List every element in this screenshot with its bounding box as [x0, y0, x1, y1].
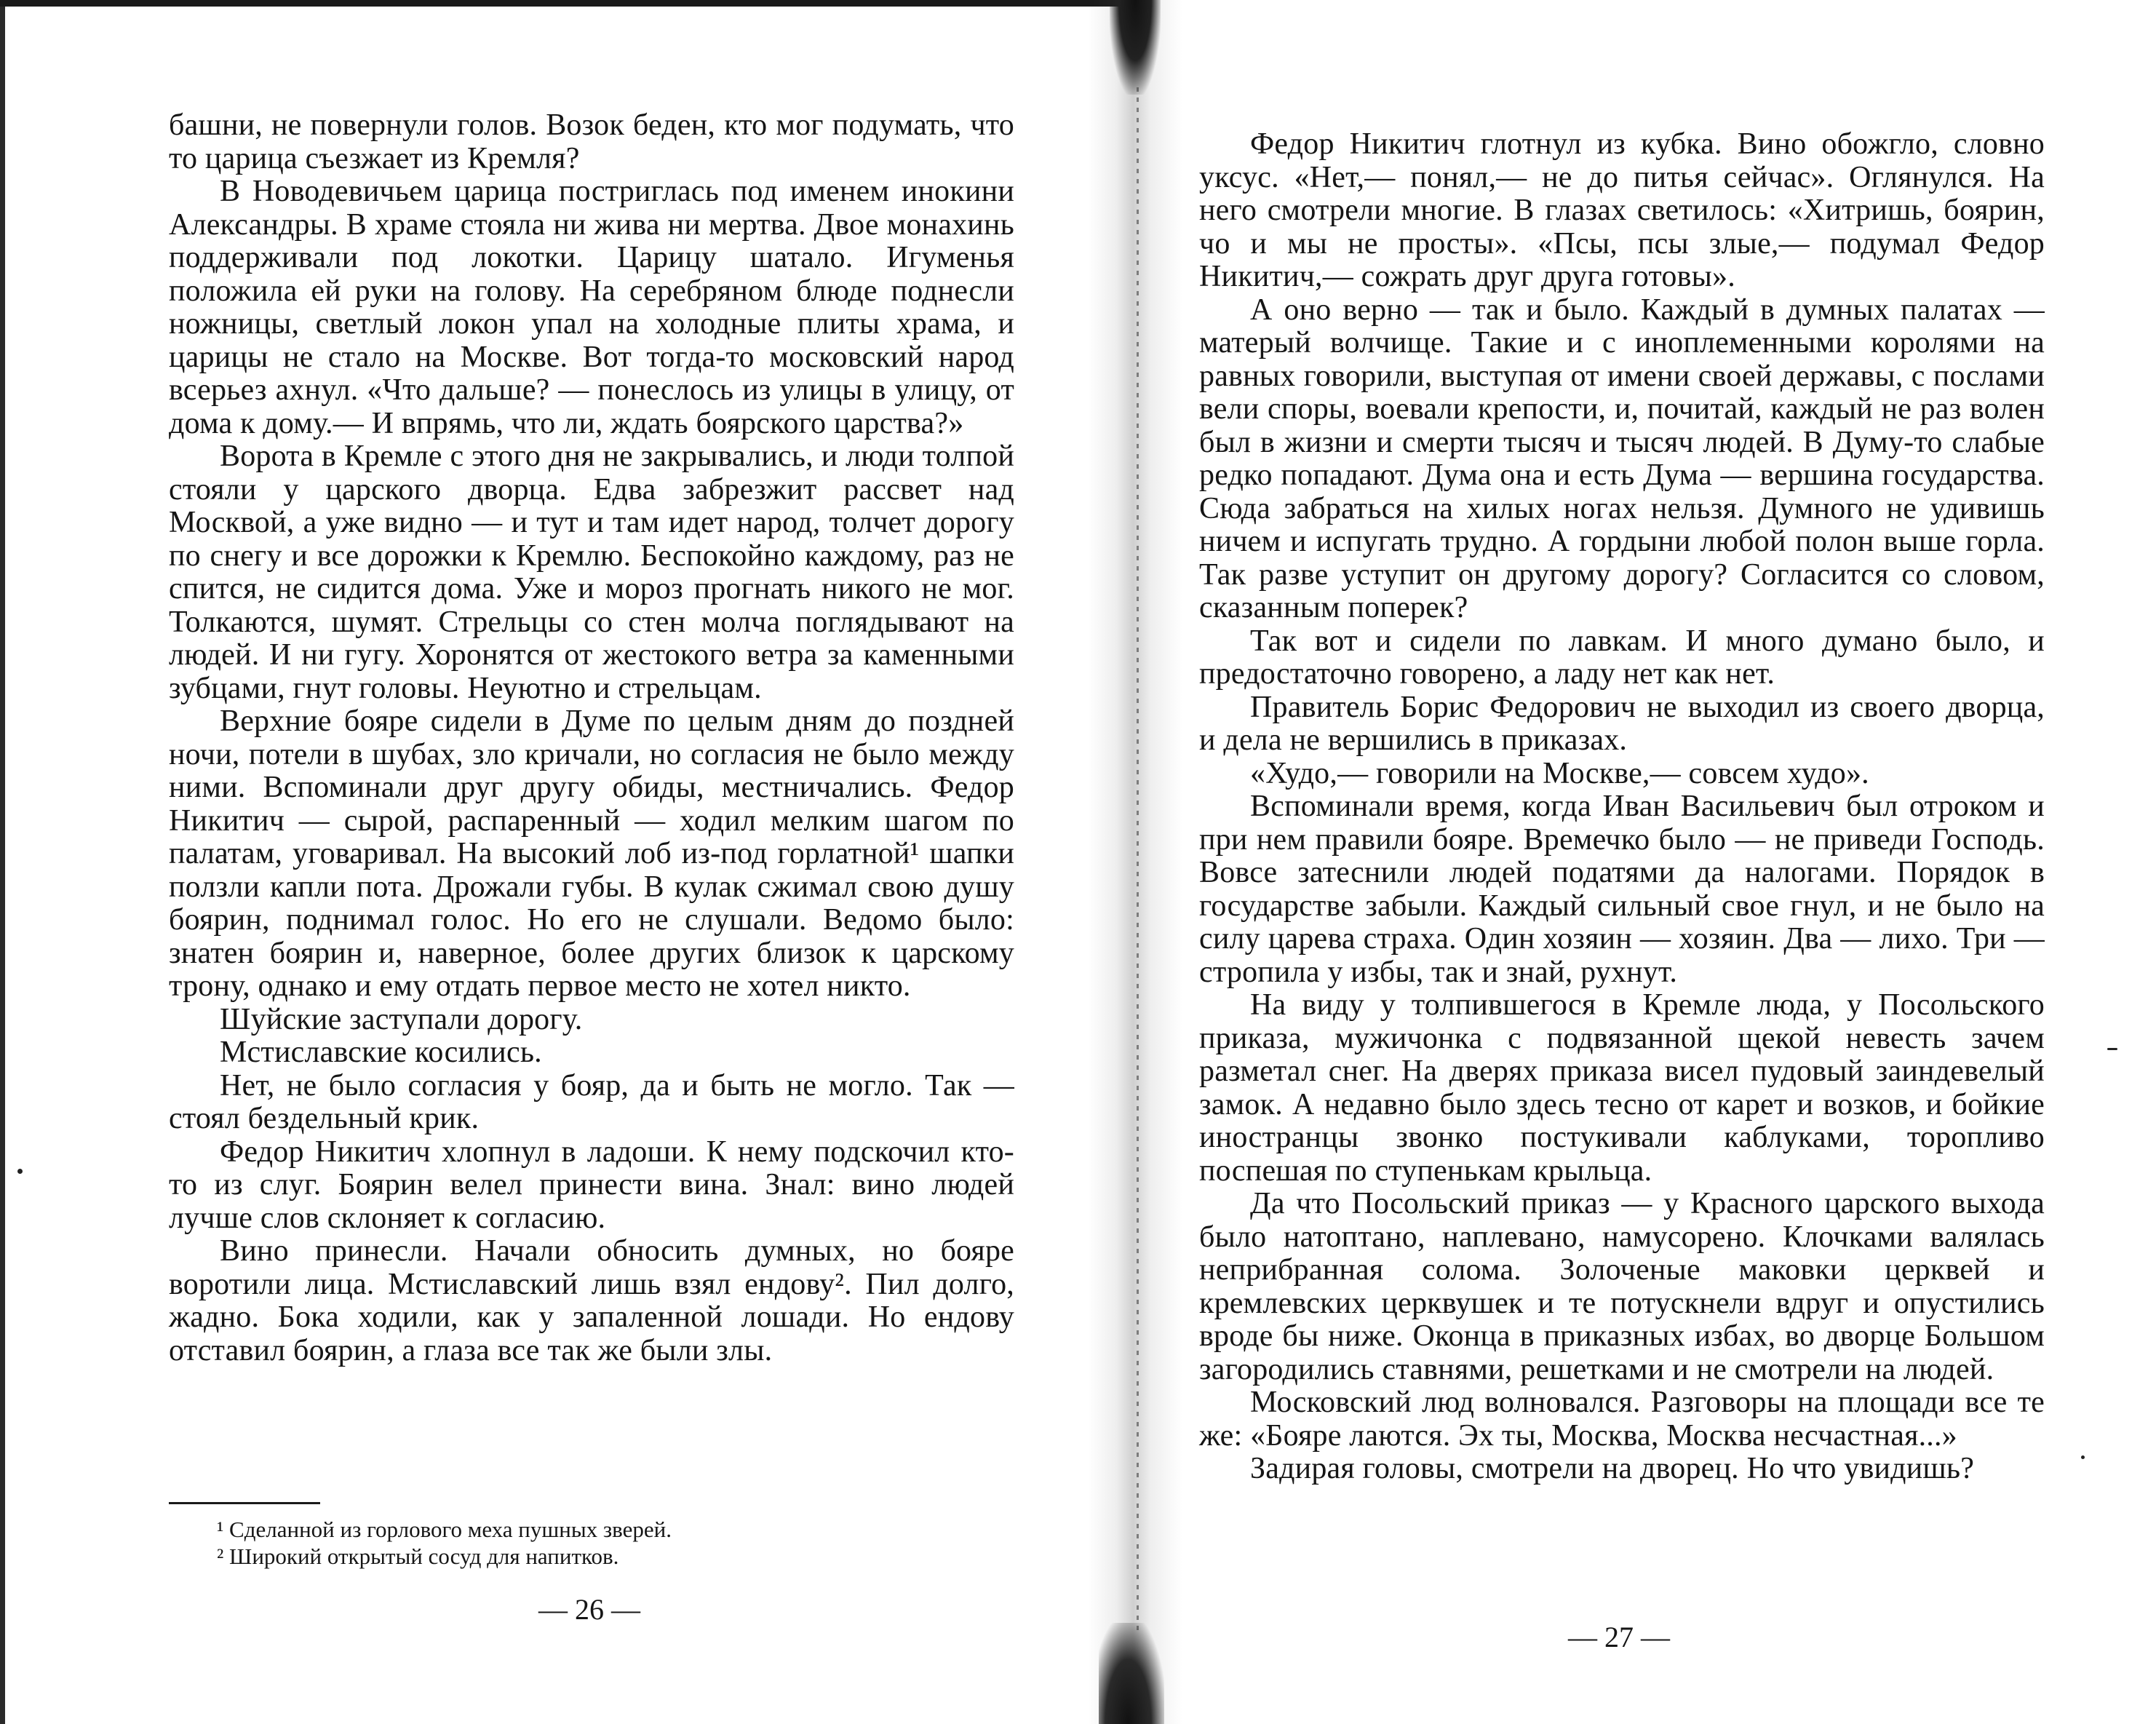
paragraph: На виду у толпившегося в Кремле люда, у Посольского приказа, мужичонка с подвязанной щекой невесть зачем разметал снег. На дверях приказа висел пудовый заиндевелый замок. А недавно было здесь тесно от карет и возков, и бойкие иностранцы звонко постукивали каблуками, торопливо поспешая по ступенькам крыльца.: [1199, 988, 2045, 1188]
paragraph: Федор Никитич глотнул из кубка. Вино обожгло, словно уксус. «Нет,— понял,— не до питья сейчас». Оглянулся. На него смотрели многие. В глазах светилось: «Хитришь, боярин, чо и мы не просты». «Псы, псы злые,— подумал Федор Никитич,— сожрать друг друга готовы».: [1199, 127, 2045, 293]
book-gutter-shadow: [1088, 0, 1182, 1724]
paragraph: Мстиславские косились.: [220, 1036, 542, 1069]
paragraph: Вспоминали время, когда Иван Васильевич был отроком и при нем правили бояре. Времечко было — не приведи Господь. Вовсе затеснили людей податями да налогами. Порядок в государстве забыли. Каждый сильный свое гнул, и не было на силу царева страха. Один хозяин — хозяин. Два — лихо. Три — стропила у избы, так и знай, рухнут.: [1199, 790, 2045, 989]
paragraph: Да что Посольский приказ — у Красного царского выхода было натоптано, наплевано, намусорено. Клочками валялась неприбранная солома. Золоченые маковки церквей и кремлевских церквушек и те потускнели вдруг и опустились вроде бы ниже. Оконца в приказных избах, во дворце Большом загородились ставнями, решетками и не смотрели на людей.: [1199, 1187, 2045, 1386]
spine-shadow-top: [1110, 0, 1161, 95]
paragraph: Так вот и сидели по лавкам. И много думано было, и предостаточно говорено, а ладу нет как нет.: [1199, 624, 2045, 691]
footnote: ¹ Сделанной из горлового меха пушных зверей.: [217, 1517, 672, 1542]
left-page-number: — 26 —: [538, 1593, 640, 1626]
paragraph: В Новодевичьем царица постриглась под именем инокини Александры. В храме стояла ни жива ни мертва. Двое монахинь поддерживали под локотки. Царицу шатало. Игуменья положила ей руки на голову. На серебряном блюде поднесли ножницы, светлый локон упал на холодные плиты храма, и царицы не стало на Москве. Вот тогда-то московский народ всерьез ахнул. «Что дальше? — понеслось из улицы в улицу, от дома к дому.— И впрямь, что ли, ждать боярского царства?»: [169, 175, 1014, 440]
paragraph: Федор Никитич хлопнул в ладоши. К нему подскочил кто-то из слуг. Боярин велел принести вина. Знал: вино людей лучше слов склоняет к согласию.: [169, 1135, 1014, 1235]
footnotes: [217, 1516, 1010, 1570]
scan-speck: [2107, 1048, 2117, 1050]
paragraph: Вино принесли. Начали обносить думных, но бояре воротили лица. Мстиславский лишь взял ендову². Пил долго, жадно. Бока ходили, как у запаленной лошади. Но ендову отставил боярин, а глаза все так же были злы.: [169, 1234, 1014, 1367]
scan-speck: [2081, 1455, 2085, 1459]
right-page-number: — 27 —: [1568, 1621, 1670, 1653]
left-page-text: [169, 109, 1014, 1367]
paragraph: А оно верно — так и было. Каждый в думных палатах — матерый волчище. Такие и с иноплеменными королями на равных говорили, выступая от имени своей державы, с послами вели споры, воевали крепости, и, почитай, каждый не раз волен был в жизни и смерти тысяч и тысяч людей. В Думу-то слабые редко попадают. Дума она и есть Дума — вершина государства. Сюда забраться на хилых ногах нельзя. Думного не удивишь ничем и испугать трудно. А гордыни любой полон выше горла. Так разве уступит он другому дорогу? Согласится со словом, сказанным поперек?: [1199, 293, 2045, 624]
paragraph: Правитель Борис Федорович не выходил из своего дворца, и дела не вершились в приказах.: [1199, 690, 2045, 757]
paragraph: Задирая головы, смотрели на дворец. Но что увидишь?: [1250, 1452, 1975, 1485]
paragraph: Нет, не было согласия у бояр, да и быть не могло. Так — стоял бездельный крик.: [169, 1068, 1014, 1135]
paragraph: Верхние бояре сидели в Думе по целым дням до поздней ночи, потели в шубах, зло кричали, но согласия не было между ними. Вспоминали друг другу обиды, местничались. Федор Никитич — сырой, распаренный — ходил мелким шагом по палатам, уговаривал. На высокий лоб из-под горлатной¹ шапки ползли капли пота. Дрожали губы. В кулак сжимал свою душу боярин, поднимал голос. Но его не слушали. Ведомо было: знатен боярин и, наверное, более других близок к царскому трону, однако и ему отдать первое место не хотел никто.: [169, 704, 1014, 1003]
right-page-text: [1199, 128, 2045, 1486]
paragraph: «Худо,— говорили на Москве,— совсем худо».: [1250, 756, 1869, 790]
paragraph: Ворота в Кремле с этого дня не закрывались, и люди толпой стояли у царского дворца. Едва забрезжит рассвет над Москвой, а уже видно — и тут и там идет народ, толчет дорогу по снегу и все дорожки к Кремлю. Беспокойно каждому, раз не спится, не сидится дома. Уже и мороз прогнать никого не мог. Толкаются, шумят. Стрельцы со стен молча поглядывают на людей. И ни гугу. Хоронятся от жестокого ветра за каменными зубцами, гнут головы. Неуютно и стрельцам.: [169, 440, 1014, 705]
spine-crease: [1137, 87, 1139, 1630]
footnote-separator: [169, 1502, 320, 1504]
footnote: ² Широкий открытый сосуд для напитков.: [217, 1544, 619, 1569]
scan-speck: [17, 1169, 23, 1174]
paragraph: Шуйские заступали дорогу.: [220, 1002, 583, 1036]
paragraph: Московский люд волновался. Разговоры на площади все те же: «Бояре лаются. Эх ты, Москва, Москва несчастная...»: [1199, 1386, 2045, 1453]
scan-top-edge: [0, 0, 1121, 7]
spine-shadow-bottom: [1099, 1623, 1164, 1724]
scan-left-edge: [0, 0, 5, 1724]
paragraph: башни, не повернули голов. Возок беден, кто мог подумать, что то царица съезжает из Кремля?: [169, 108, 1014, 175]
